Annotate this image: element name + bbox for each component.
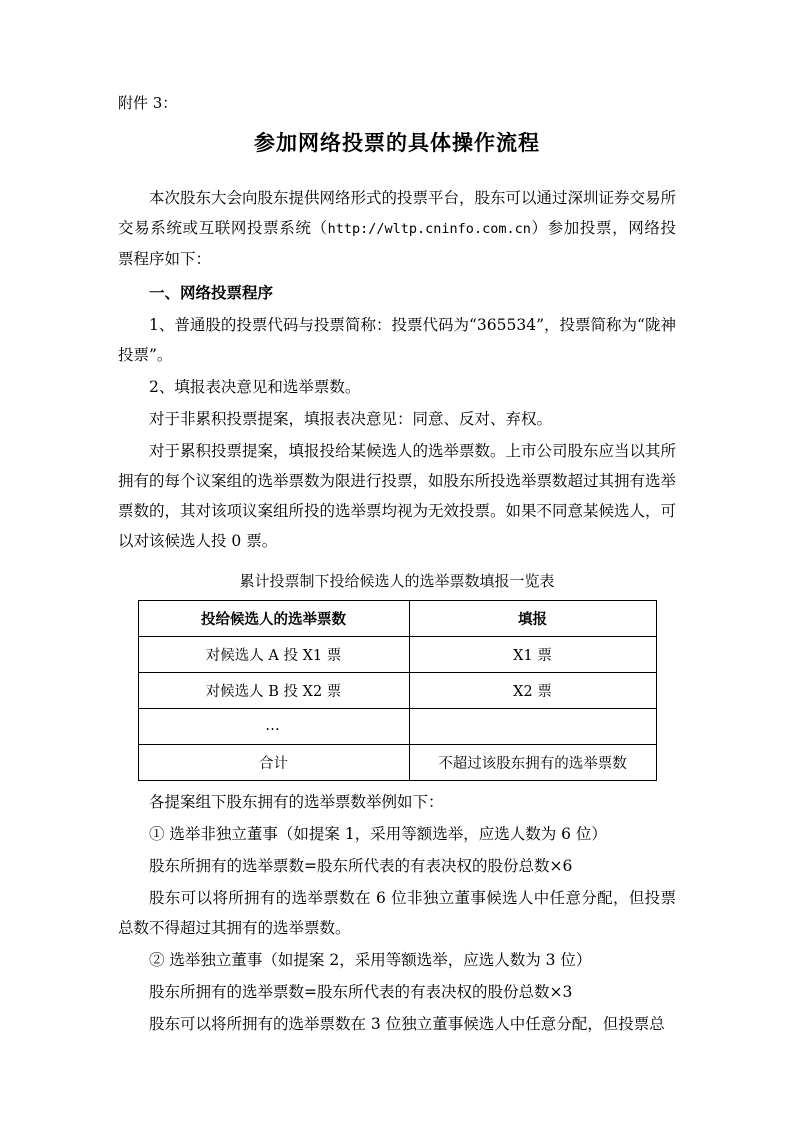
intro-paragraph [118,183,676,274]
table-caption: 累计投票制下投给候选人的选举票数填报一览表 [239,571,555,590]
table-cell: X2 票 [409,672,656,708]
non-cumulative-paragraph: 对于非累积投票提案，填报表决意见：同意、反对、弃权。 [149,409,553,428]
examples-lead-paragraph: 各提案组下股东拥有的选举票数举例如下： [149,792,444,811]
section-heading-1: 一、网络投票程序 [149,282,274,302]
document-content [118,92,676,1041]
table-row [138,744,656,780]
intro-text-part1: 本次股东大会向股东提供网络形式的投票平台，股东可以通过深圳证券交易所交易系统或互联网投票系统（ [118,188,677,237]
item-1-paragraph: 1、普通股的投票代码与投票简称：投票代码为“365534”，投票简称为“陇神投票”。 [118,315,676,364]
intro-text-part2: ）参加投票，网络投票程序如下： [118,218,676,268]
table-cell: … [138,708,409,744]
page-title: 参加网络投票的具体操作流程 [254,129,540,155]
example-1-formula: 股东所拥有的选举票数=股东所代表的有表决权的股份总数×6 [149,856,573,875]
cumulative-paragraph: 对于累积投票提案，填报投给某候选人的选举票数。上市公司股东应当以其所拥有的每个议案组的选举票数为限进行投票，如股东所投选举票数超过其拥有选举票数的，其对该项议案组所投的选举票均视为无效投票。如果不同意某候选人，可以对该候选人投 0 票。 [118,441,677,550]
table-cell: X1 票 [409,636,656,672]
example-1-title: ① 选举非独立董事（如提案 1，采用等额选举，应选人数为 6 位） [149,824,607,843]
table-cell [409,708,656,744]
attachment-label: 附件 3： [118,94,178,112]
item-2-paragraph: 2、填报表决意见和选举票数。 [149,377,361,396]
example-2-formula: 股东所拥有的选举票数=股东所代表的有表决权的股份总数×3 [149,982,573,1001]
vote-count-table [138,600,657,781]
table-cell: 合计 [138,744,409,780]
table-header-cell: 投给候选人的选举票数 [138,600,409,636]
example-2-title: ② 选举独立董事（如提案 2，采用等额选举，应选人数为 3 位） [149,950,592,969]
example-2-note: 股东可以将所拥有的选举票数在 3 位独立董事候选人中任意分配，但投票总 [149,1014,665,1033]
voting-system-url: http://wltp.cninfo.com.cn [327,220,531,237]
table-header-row [138,600,656,636]
table-cell: 对候选人 B 投 X2 票 [138,672,409,708]
table-header-cell: 填报 [409,600,656,636]
table-cell: 对候选人 A 投 X1 票 [138,636,409,672]
table-row [138,672,656,708]
example-1-note: 股东可以将所拥有的选举票数在 6 位非独立董事候选人中任意分配，但投票总数不得超过其拥有的选举票数。 [118,888,676,937]
table-cell: 不超过该股东拥有的选举票数 [409,744,656,780]
table-row [138,636,656,672]
table-row [138,708,656,744]
